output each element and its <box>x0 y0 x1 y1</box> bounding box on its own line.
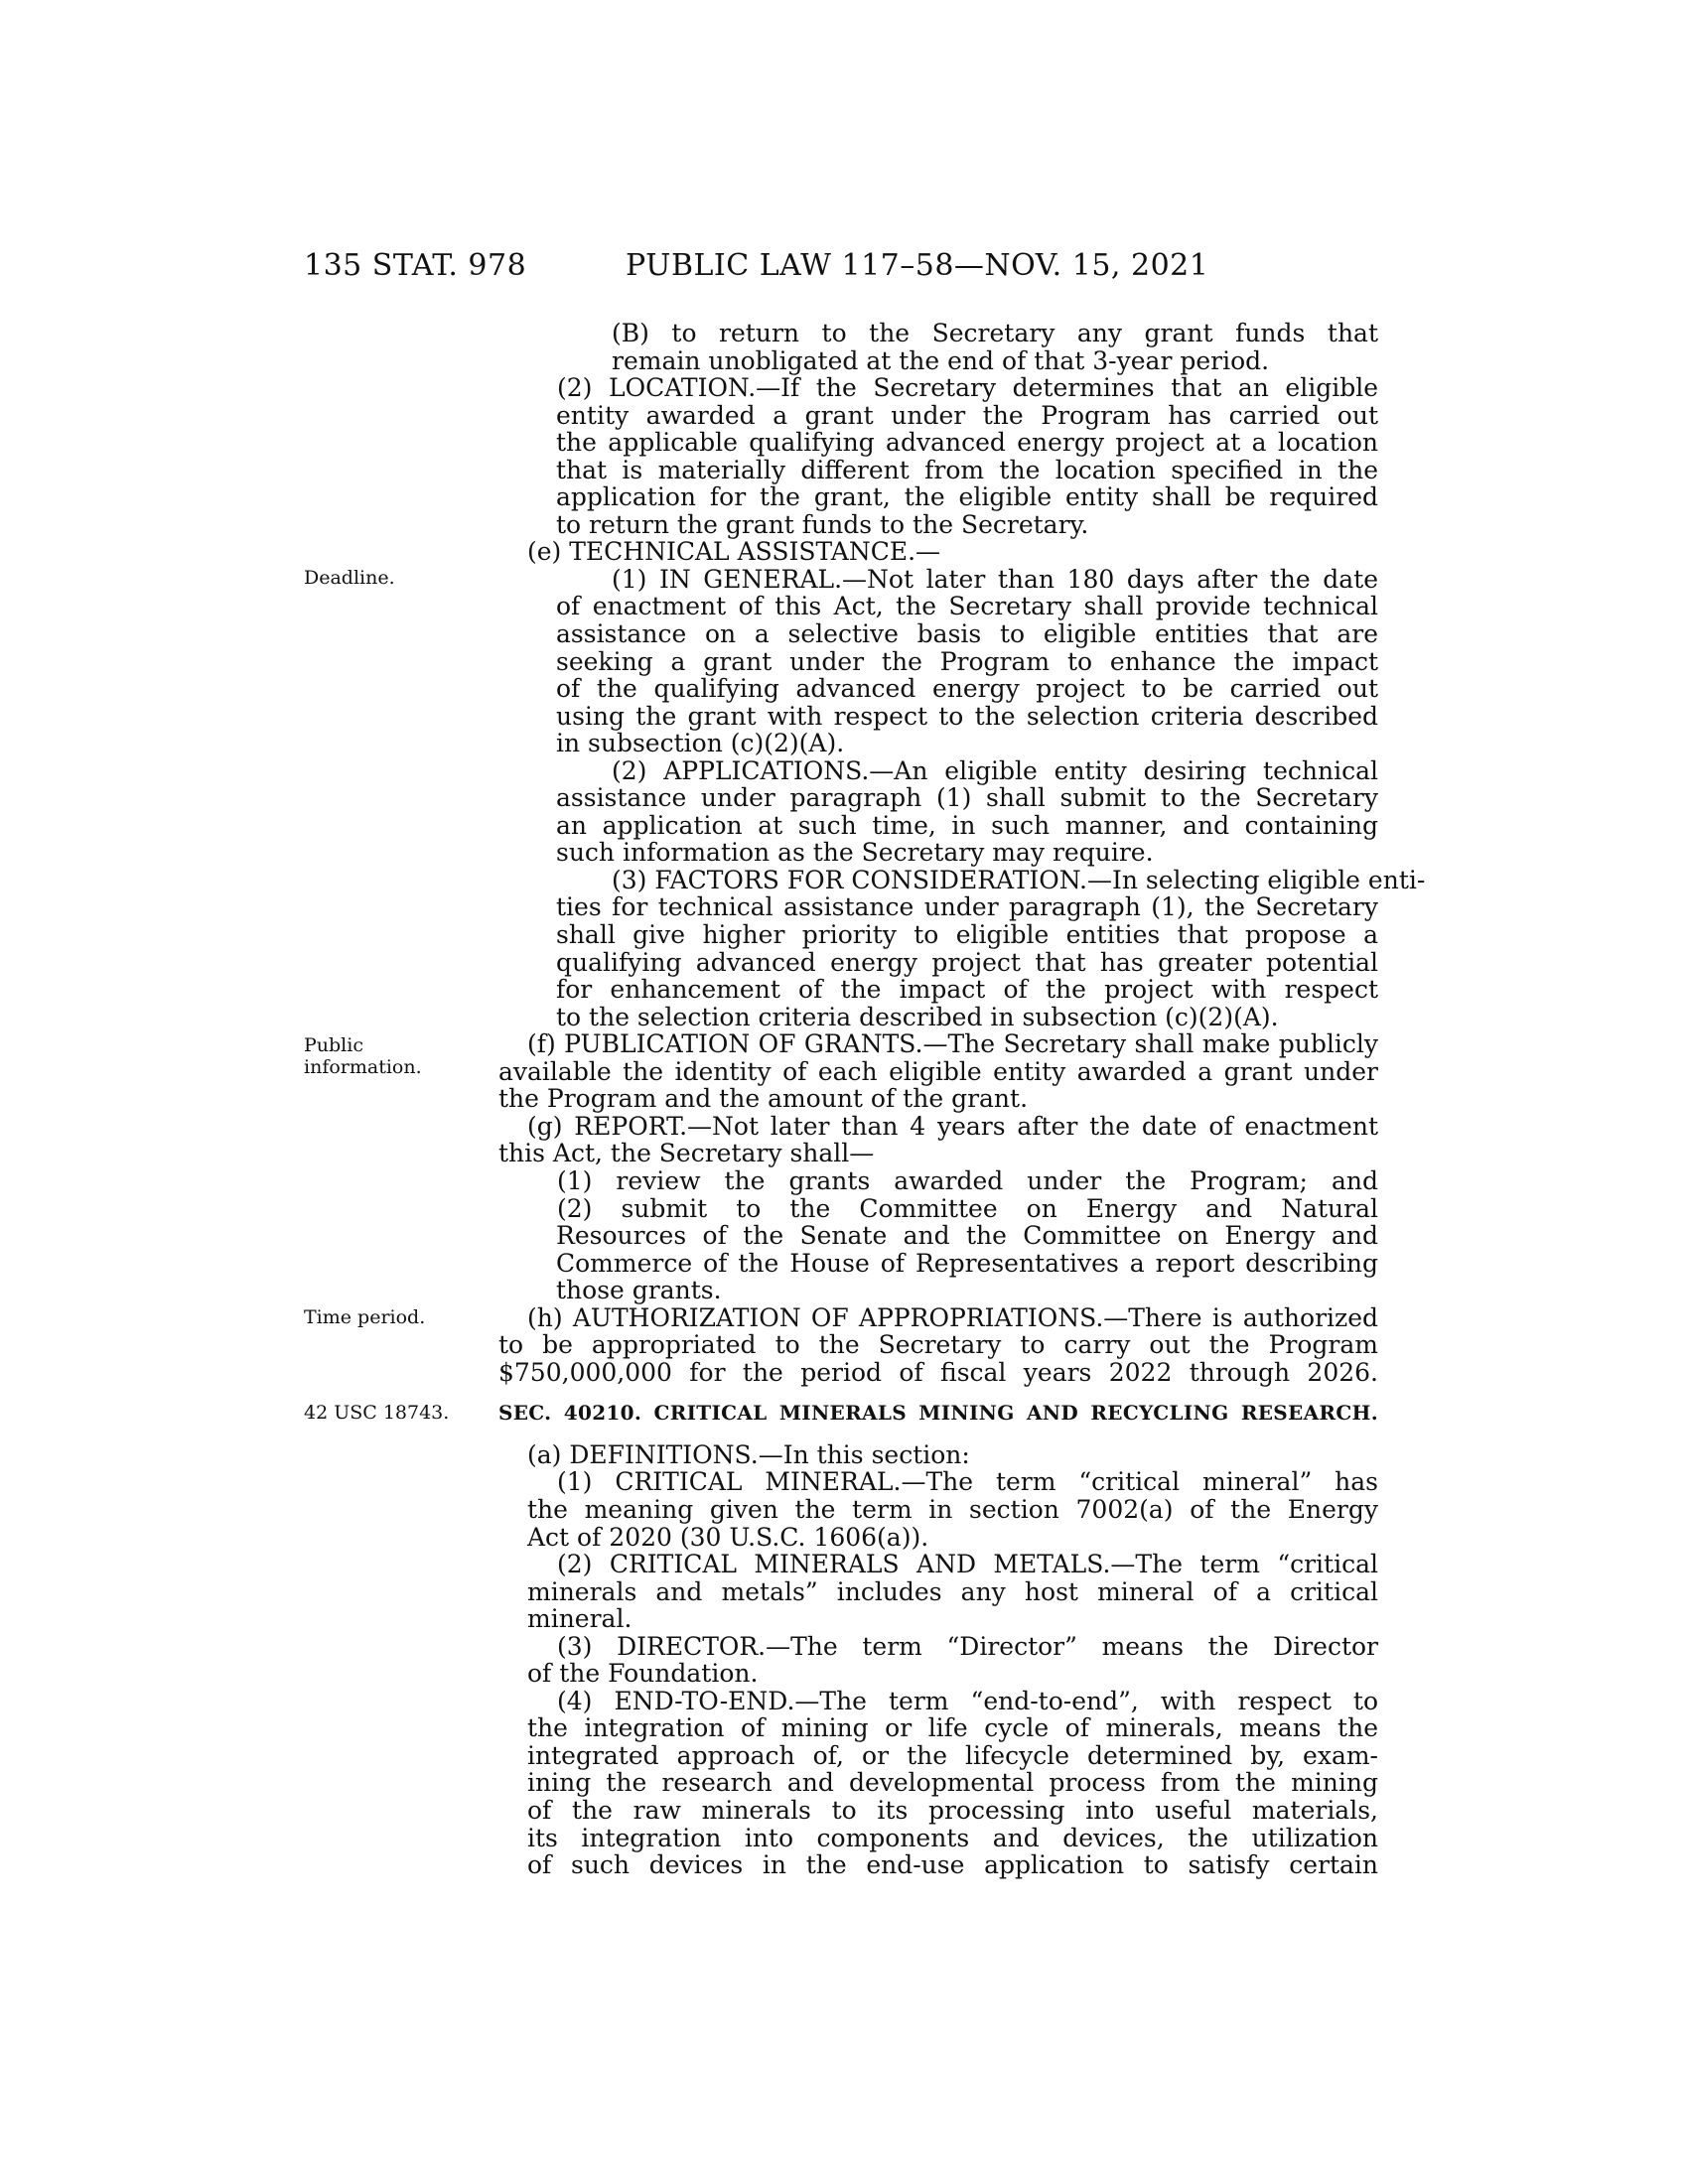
text-line: seeking a grant under the Program to enhance the impact <box>556 646 1378 676</box>
text-line: the integration of mining or life cycle of minerals, means the <box>527 1713 1378 1743</box>
text-line: the Program and the amount of the grant. <box>498 1084 1029 1114</box>
text-line: (4) END-TO-END.—The term “end-to-end”, with respect to <box>557 1686 1378 1715</box>
text-line: mineral. <box>527 1604 633 1634</box>
margin-note-time-period: Time period. <box>304 1306 426 1328</box>
text-line: the applicable qualifying advanced energy project at a location <box>556 428 1378 458</box>
text-line: available the identity of each eligible entity awarded a grant under <box>498 1056 1378 1086</box>
subsection-heading: (e) TECHNICAL ASSISTANCE.— <box>527 537 941 567</box>
text-line: an application at such time, in such manner, and containing <box>556 810 1378 840</box>
text-line: shall give higher priority to eligible entities that propose a <box>556 920 1378 950</box>
body-text <box>498 319 1426 1880</box>
text-line: in subsection (c)(2)(A). <box>556 729 845 758</box>
text-line: (2) CRITICAL MINERALS AND METALS.—The term “critical <box>557 1550 1378 1579</box>
text-line: of the Foundation. <box>527 1659 759 1689</box>
text-line: its integration into components and devices, the utilization <box>527 1823 1378 1852</box>
text-line: (2) APPLICATIONS.—An eligible entity desiring technical <box>612 755 1378 785</box>
text-line: qualifying advanced energy project that has greater potential <box>556 947 1378 977</box>
text-line: (a) DEFINITIONS.—In this section: <box>527 1439 970 1469</box>
text-line: the meaning given the term in section 7002(a) of the Energy <box>527 1494 1378 1524</box>
text-line: using the grant with respect to the selection criteria described <box>556 701 1378 731</box>
section-heading: SEC. 40210. CRITICAL MINERALS MINING AND RECYCLING RESEARCH. <box>498 1401 1378 1426</box>
text-line: (1) CRITICAL MINERAL.—The term “critical mineral” has <box>557 1467 1378 1497</box>
text-line: ties for technical assistance under paragraph (1), the Secretary <box>556 892 1378 922</box>
page-stat-citation: 135 STAT. 978 <box>304 248 527 283</box>
text-line: those grants. <box>556 1276 722 1305</box>
text-line: (3) FACTORS FOR CONSIDERATION.—In selecting eligible enti- <box>612 865 1426 894</box>
text-line: Resources of the Senate and the Committee on Energy and <box>556 1221 1378 1251</box>
text-line: application for the grant, the eligible entity shall be required <box>556 482 1378 512</box>
text-line: (1) review the grants awarded under the Program; and <box>557 1165 1378 1195</box>
text-line: assistance on a selective basis to eligible entities that are <box>556 619 1378 649</box>
page-running-title: PUBLIC LAW 117–58—NOV. 15, 2021 <box>626 248 1209 283</box>
text-line: for enhancement of the impact of the project with respect <box>556 975 1378 1005</box>
text-line: of the qualifying advanced energy project to be carried out <box>556 674 1378 704</box>
text-line: entity awarded a grant under the Program has carried out <box>556 400 1378 430</box>
text-line: (2) submit to the Committee on Energy and Natural <box>557 1193 1378 1223</box>
text-line: assistance under paragraph (1) shall submit to the Secretary <box>556 783 1378 813</box>
text-line: that is materially different from the location specified in the <box>556 455 1378 484</box>
text-line: integrated approach of, or the lifecycle determined by, exam- <box>527 1740 1378 1770</box>
text-line: (2) LOCATION.—If the Secretary determines that an eligible <box>557 373 1378 403</box>
text-line: (1) IN GENERAL.—Not later than 180 days after the date <box>612 564 1378 594</box>
text-line: of such devices in the end-use application to satisfy certain <box>527 1850 1378 1880</box>
margin-note-information: information. <box>304 1056 422 1078</box>
text-line: (g) REPORT.—Not later than 4 years after the date of enactment <box>527 1111 1378 1141</box>
text-line: (f) PUBLICATION OF GRANTS.—The Secretary shall make publicly <box>527 1029 1378 1059</box>
text-line: (h) AUTHORIZATION OF APPROPRIATIONS.—There is authorized <box>527 1302 1378 1332</box>
text-line: (B) to return to the Secretary any grant funds that <box>612 319 1378 347</box>
text-line: of the raw minerals to its processing into useful materials, <box>527 1795 1378 1825</box>
margin-note-public: Public <box>304 1034 363 1056</box>
text-line: remain unobligated at the end of that 3-year period. <box>612 345 1270 375</box>
text-line: such information as the Secretary may require. <box>556 838 1154 868</box>
text-line: Act of 2020 (30 U.S.C. 1606(a)). <box>527 1522 929 1552</box>
text-line: minerals and metals” includes any host mineral of a critical <box>527 1576 1378 1606</box>
text-line: $750,000,000 for the period of fiscal years 2022 through 2026. <box>498 1357 1378 1387</box>
text-line: this Act, the Secretary shall— <box>498 1139 875 1168</box>
margin-note-usc-citation: 42 USC 18743. <box>304 1402 450 1424</box>
text-line: to return the grant funds to the Secretary. <box>556 509 1089 539</box>
text-line: of enactment of this Act, the Secretary shall provide technical <box>556 592 1378 621</box>
text-line: to the selection criteria described in subsection (c)(2)(A). <box>556 1002 1279 1031</box>
text-line: Commerce of the House of Representatives a report describing <box>556 1248 1378 1278</box>
text-line: ining the research and developmental process from the mining <box>527 1768 1378 1798</box>
text-line: (3) DIRECTOR.—The term “Director” means the Director <box>557 1631 1378 1661</box>
text-line: to be appropriated to the Secretary to carry out the Program <box>498 1330 1378 1360</box>
margin-note-deadline: Deadline. <box>304 567 395 589</box>
